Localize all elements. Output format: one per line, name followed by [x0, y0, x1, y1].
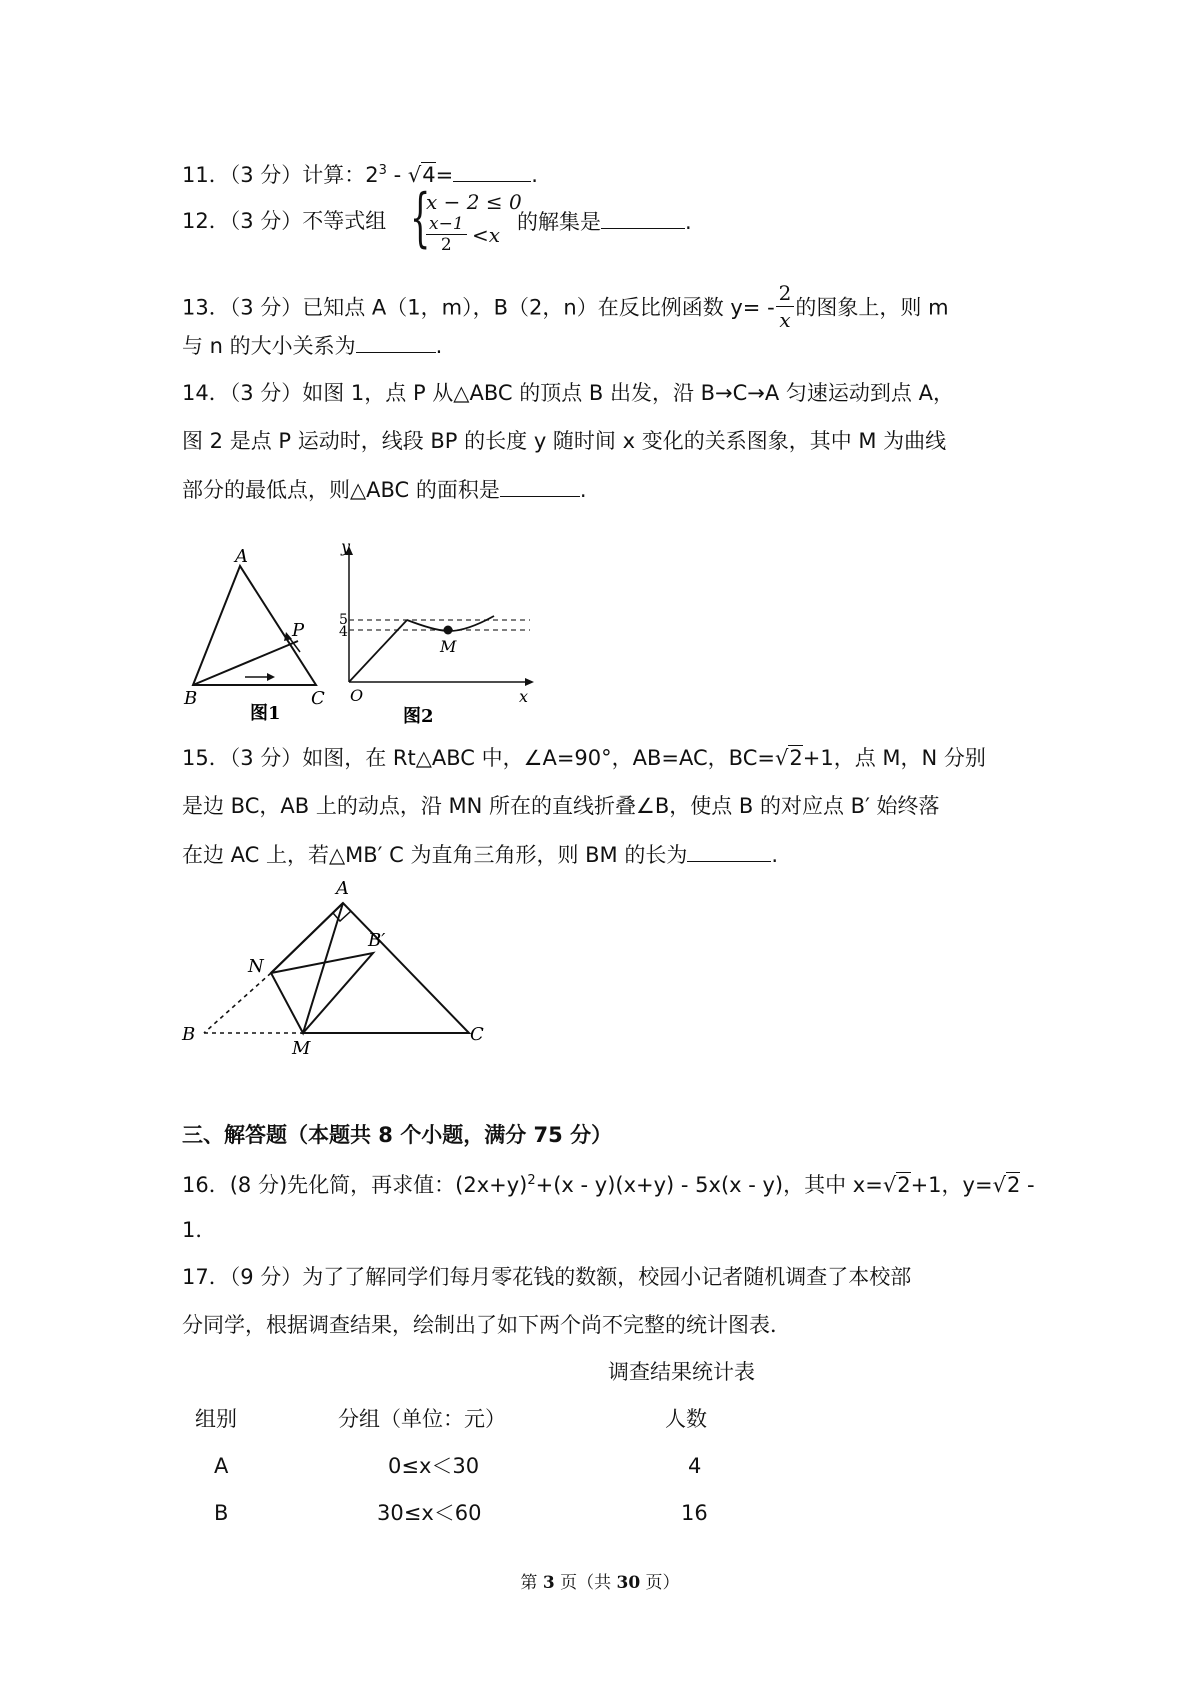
exponent: 3 — [378, 163, 387, 178]
figure-2-graph — [330, 538, 540, 728]
section-heading: 三、解答题（本题共 8 个小题，满分 75 分） — [182, 1123, 613, 1147]
table-row-A-group: A — [214, 1454, 229, 1478]
exponent: 2 — [527, 1173, 536, 1188]
question-17-line2: 分同学，根据调查结果，绘制出了如下两个尚不完整的统计图表． — [182, 1313, 791, 1337]
label-C: C — [470, 1024, 484, 1045]
label-M: M — [292, 1038, 311, 1059]
question-14-line2: 图 2 是点 P 运动时，线段 BP 的长度 y 随时间 x 变化的关系图象，其中 M 为曲线 — [182, 429, 947, 453]
label-A: A — [235, 548, 248, 567]
answer-blank — [687, 839, 771, 862]
table-title: 调查结果统计表 — [608, 1360, 755, 1384]
answer-blank — [356, 330, 436, 353]
question-17-line1: 17．（9 分）为了了解同学们每月零花钱的数额，校园小记者随机调查了本校部 — [182, 1265, 912, 1289]
total-pages: 30 — [616, 1573, 641, 1593]
table-row-A-count: 4 — [688, 1454, 702, 1478]
inequality-2-rel: <x — [472, 223, 501, 247]
radicand: 2 — [1006, 1173, 1021, 1197]
question-13: 13．（3 分）已知点 A（1，m），B（2，n）在反比例函数 y= - $\frac{2}{x}$ 的图象上，则 m — [182, 281, 949, 332]
table-header-group: 组别 — [195, 1407, 237, 1431]
label-M: M — [440, 637, 457, 656]
axis-y-label: y — [341, 538, 351, 556]
answer-blank — [453, 159, 531, 182]
radicand: 2 — [897, 1173, 911, 1197]
question-12: 12．（3 分）不等式组 — [182, 209, 387, 233]
label-P: P — [292, 620, 305, 641]
tick-4: 4 — [339, 624, 348, 640]
figure-1-caption: 图1 — [250, 703, 281, 723]
inequality-1: x − 2 ≤ 0 — [426, 190, 522, 214]
table-row-B-range: 30≤x＜60 — [377, 1501, 482, 1525]
page-footer: 第 3 页（共 30 页） — [520, 1573, 680, 1593]
sqrt-sign: √ — [992, 1173, 1006, 1197]
brace: { — [410, 181, 431, 255]
figure-1-triangle — [180, 548, 330, 723]
sqrt-sign: √ — [774, 746, 789, 770]
question-11: 11．（3 分）计算：$2^3 - √4=$ . — [182, 156, 538, 190]
axis-x-label: x — [519, 687, 529, 706]
label-B-prime: B′ — [368, 930, 386, 951]
fraction-2-over-x: $\frac{2}{x}$ — [776, 280, 795, 333]
question-15-line3: 在边 AC 上，若△MB′ C 为直角三角形，则 BM 的长为 . — [182, 839, 778, 870]
origin-label: O — [350, 686, 364, 705]
question-14-line3: 部分的最低点，则△ABC 的面积是 . — [182, 474, 587, 505]
label-N: N — [248, 956, 264, 977]
radicand: 4 — [422, 163, 436, 187]
question-14-line1: 14．（3 分）如图 1，点 P 从△ABC 的顶点 B 出发，沿 B→C→A 匀速运动到点 A， — [182, 381, 954, 405]
label-B: B — [184, 688, 198, 709]
figure-3-fold — [178, 876, 498, 1061]
label-A: A — [336, 878, 349, 899]
answer-blank — [601, 206, 685, 229]
sqrt-sign: √ — [882, 1173, 897, 1197]
question-15-line2: 是边 BC，AB 上的动点，沿 MN 所在的直线折叠∠B，使点 B 的对应点 B′ 始终落 — [182, 794, 940, 818]
question-13-line2: 与 n 的大小关系为 . — [182, 330, 442, 361]
table-row-B-group: B — [214, 1501, 229, 1525]
table-header-count: 人数 — [665, 1407, 707, 1431]
tick-5: 5 — [339, 612, 348, 628]
inequality-system — [410, 181, 522, 256]
table-header-range: 分组（单位：元） — [338, 1407, 506, 1431]
question-15-line1: 15．（3 分）如图，在 Rt△ABC 中，∠A=90°，AB=AC，BC=√2+1，点 M，N 分别 — [182, 746, 986, 770]
radicand: 2 — [789, 746, 803, 770]
table-row-A-range: 0≤x＜30 — [388, 1454, 480, 1478]
question-16-line1: 16．(8 分)先化简，再求值：$(2x+y)^2+(x - y)(x+y) - 5x(x - y)$，其中 x=√2+1，y=√2 - — [182, 1173, 1035, 1197]
question-12-tail: 的解集是 . — [517, 206, 692, 237]
question-16-line2: 1． — [182, 1218, 217, 1242]
table-row-B-count: 16 — [681, 1501, 708, 1525]
sqrt-sign: √ — [407, 163, 422, 187]
figure-2-caption: 图2 — [403, 706, 434, 727]
inequality-2-fraction: $\frac{x-1}{2}$ — [426, 214, 467, 255]
label-C: C — [311, 688, 325, 709]
label-B: B — [182, 1024, 196, 1045]
page-number: 3 — [542, 1573, 555, 1593]
answer-blank — [500, 474, 580, 497]
